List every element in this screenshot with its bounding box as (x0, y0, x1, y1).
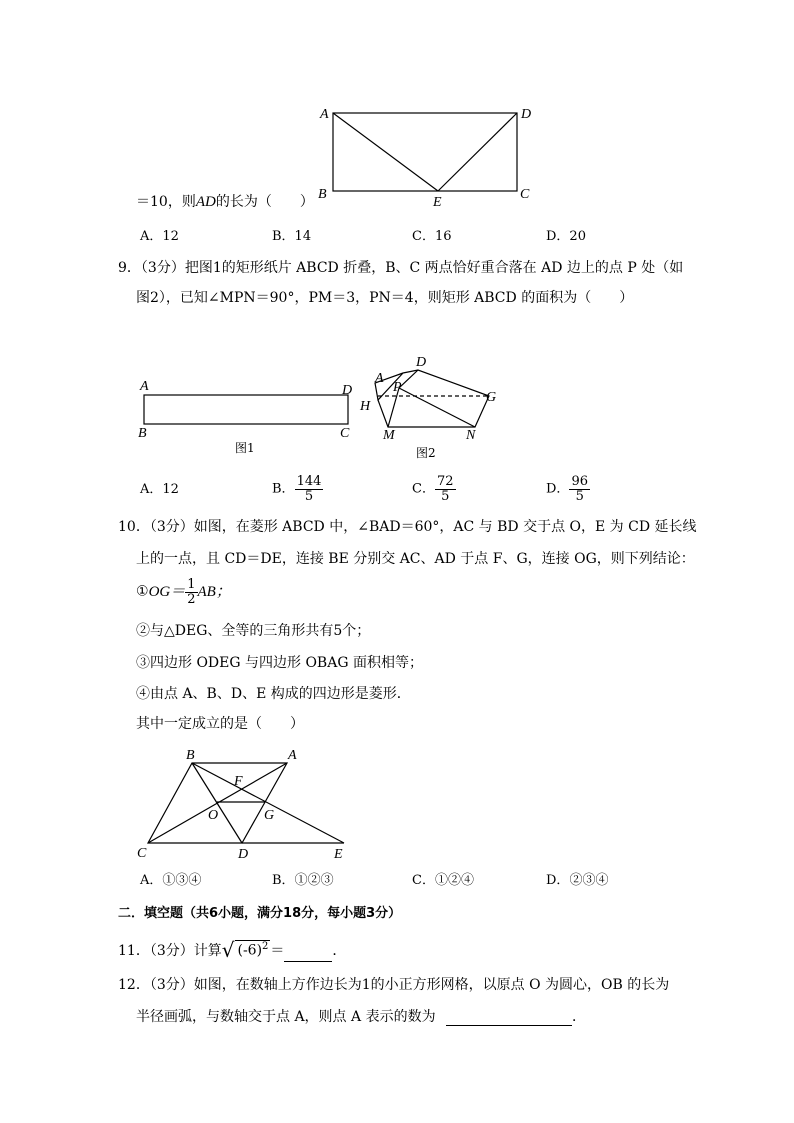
q12-end: ． (572, 1009, 587, 1025)
q10-stem-line1: 10．（3分）如图，在菱形 ABCD 中，∠BAD＝60°，AC 与 BD 交于点 O，E 为 CD 延长线 (118, 519, 697, 535)
q8-label-a: A (320, 107, 329, 122)
q10-label-f: F (234, 774, 243, 789)
q9-option-b-letter: B． (272, 481, 295, 497)
q11-exponent: 2 (262, 941, 269, 953)
q8-label-d: D (521, 107, 532, 122)
q9-option-d-numerator: 96 (571, 474, 588, 489)
q9-option-b-numerator: 144 (296, 474, 322, 489)
q8-tail-prefix: ＝10，则 (136, 194, 196, 210)
q9-option-c-denominator: 5 (441, 488, 450, 504)
section-2-heading: 二．填空题（共6小题，满分18分，每小题3分） (118, 906, 402, 921)
q9-option-b-denominator: 5 (304, 488, 314, 504)
q9-option-c-letter: C． (412, 481, 435, 497)
q10-option-b-mark2: ② (307, 873, 321, 888)
q12-line2 (136, 1009, 586, 1026)
q8-label-b: B (318, 187, 327, 202)
q8-tail-var: AD (195, 194, 216, 210)
q10-option-a-mark2: ③ (175, 873, 189, 888)
q9-stem-line2: 图2），已知∠MPN＝90°，PM＝3，PN＝4，则矩形 ABCD 的面积为（ ） (136, 290, 634, 306)
q10-option-a-letter: A． (140, 873, 163, 888)
q9-fig2-label-p: P (393, 380, 402, 395)
q10-option-c-mark3: ④ (460, 873, 474, 888)
q9-option-d-denominator: 5 (575, 488, 584, 504)
q10-conclusion-4: ④由点 A、B、D、E 构成的四边形是菱形． (136, 686, 411, 702)
q10-option-b-letter: B． (272, 873, 295, 888)
q10-option-b-mark1: ① (294, 873, 308, 888)
q10-option-d-mark2: ③ (582, 873, 596, 888)
q9-option-c-numerator: 72 (436, 474, 454, 489)
q10-option-a-mark1: ① (162, 873, 176, 888)
q12-stem-line2: 半径画弧，与数轴交于点 A，则点 A 表示的数为 (136, 1009, 436, 1025)
q9-fig1-label-b: B (138, 426, 147, 441)
q9-option-d-letter: D． (546, 481, 570, 497)
q10-option-c (412, 873, 474, 889)
q9-fig1-caption: 图1 (235, 441, 255, 455)
q10-c1-post: AB； (197, 584, 231, 601)
q11-answer-blank[interactable] (284, 947, 332, 962)
q11-end: ． (332, 943, 347, 959)
q10-option-c-letter: C． (412, 873, 435, 888)
q10-option-d-letter: D． (546, 873, 570, 888)
q10-option-b (272, 873, 334, 889)
q10-label-e: E (334, 847, 343, 862)
q9-fig2-caption: 图2 (416, 446, 436, 460)
q10-label-a: A (288, 748, 297, 763)
q9-fig2-label-a: A (375, 371, 384, 386)
q9-option-a-value: 12 (162, 482, 179, 497)
q11-radicand: (-6) (237, 943, 263, 959)
q9-fig1-label-c: C (340, 426, 350, 441)
q11-prefix: 11．（3分）计算 (118, 943, 222, 959)
q9-fig1-label-a: A (140, 379, 149, 394)
q11-radical-sign: √ (221, 938, 235, 962)
q10-conclusion-3: ③四边形 ODEG 与四边形 OBAG 面积相等； (136, 655, 423, 671)
q10-segment-be (192, 763, 344, 843)
q9-fig2-label-n: N (466, 428, 476, 443)
q9-fig2-label-d: D (416, 355, 427, 370)
q8-option-a: A．12 (140, 229, 179, 244)
q8-label-c: C (520, 187, 530, 202)
q8-tail-suffix: 的长为（ ） (215, 194, 314, 210)
q11-suffix: ＝ (270, 943, 285, 959)
q9-stem-line1: 9．（3分）把图1的矩形纸片 ABCD 折叠，B、C 两点恰好重合落在 AD 边上的点 P 处（如 (118, 260, 684, 276)
q10-option-a (140, 873, 201, 889)
q11-line (118, 938, 346, 962)
q10-label-d: D (238, 847, 249, 862)
q9-fig1-label-d: D (342, 383, 353, 398)
q10-label-b: B (186, 748, 195, 763)
q10-label-g: G (264, 808, 275, 823)
q10-c1-mark: ① (136, 583, 149, 600)
q9-fig2-label-h: H (360, 399, 371, 414)
q10-c1-denominator: 2 (187, 591, 196, 607)
q10-label-c: C (137, 846, 147, 861)
q12-answer-blank[interactable] (446, 1011, 572, 1026)
q10-option-d-mark1: ② (569, 873, 583, 888)
q8-option-d: D．20 (546, 229, 586, 244)
q10-option-d-mark3: ④ (595, 873, 609, 888)
q10-c1-pre: OG＝ (148, 584, 186, 601)
q10-option-d (546, 873, 608, 889)
q9-fig2-label-m: M (383, 428, 395, 443)
q10-option-b-mark3: ③ (320, 873, 334, 888)
q8-option-c: C．16 (412, 229, 452, 244)
q10-c1-numerator: 1 (187, 577, 196, 592)
q8-option-b: B．14 (272, 229, 312, 244)
q10-stem-line2: 上的一点，且 CD＝DE，连接 BE 分别交 AC、AD 于点 F、G，连接 OG，则下列结论： (136, 551, 695, 567)
q9-option-a-letter: A． (140, 482, 163, 497)
q10-option-c-mark2: ② (447, 873, 461, 888)
q11-radicand-box (235, 940, 270, 959)
q8-label-e: E (433, 195, 442, 210)
q10-option-a-mark3: ④ (188, 873, 202, 888)
q12-stem-line1: 12．（3分）如图，在数轴上方作边长为1的小正方形网格，以原点 O 为圆心，OB 的长为 (118, 977, 670, 993)
q10-conclusion-2: ②与△DEG、全等的三角形共有5个； (136, 623, 371, 639)
q10-option-c-mark1: ① (434, 873, 448, 888)
q10-question-line: 其中一定成立的是（ ） (136, 716, 304, 732)
q10-label-o: O (208, 808, 219, 823)
q9-fig2-label-g: G (486, 390, 497, 405)
